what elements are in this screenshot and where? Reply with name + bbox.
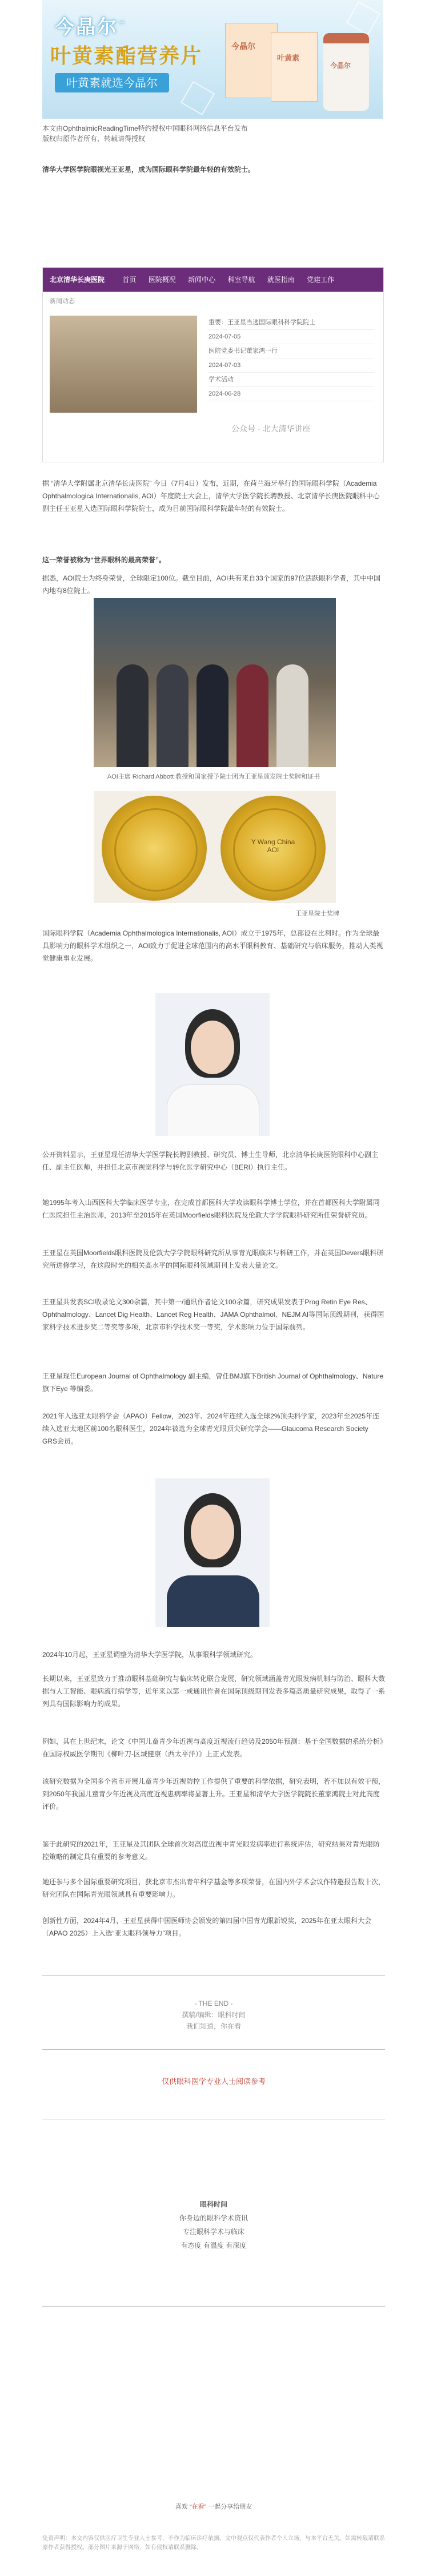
lead-paragraph: 清华大学医学院眼视光王亚星，成为国际眼科学院最年轻的有效院士。: [42, 166, 255, 174]
reading-prefix: 喜欢: [175, 2504, 188, 2510]
signature-block: [42, 1998, 385, 2032]
footer-block: [42, 2198, 385, 2252]
footer-line: 专注眼科学术与临床: [182, 2228, 244, 2236]
list-item: 2024-06-28: [209, 387, 374, 401]
product-banner[interactable]: [42, 0, 383, 119]
paragraph: 她1995年考入山西医科大学临床医学专业，在完成首都医科大学攻读眼科学博士学位，并在首都医科大学附属同仁医院担任主治医师，2013年至2015年在英国Moorfields眼科医院及伦敦大学学院眼科研究所任荣誉研究员。: [42, 1199, 380, 1219]
reading-prompt: [42, 2500, 385, 2514]
product-box-image: 叶黄素: [271, 32, 318, 102]
medal-caption: 王亚星院士奖牌: [295, 910, 339, 917]
banner-product-name: 叶黄素酯营养片: [50, 45, 203, 68]
list-item: 重要：王亚星当选国际眼科科学院院士: [209, 316, 374, 330]
paragraph: 创新性方面，2024年4月，王亚星获得中国医师协会颁发的第四届中国青光眼新锐奖，2025年在亚太眼科大会（APAO 2025）上入选“亚太眼科领导力”项目。: [42, 1917, 372, 1937]
screenshot-nav-item: 首页: [122, 276, 137, 284]
medal-back: [220, 796, 326, 901]
disclaimer: 免责声明：本文内容仅供医疗卫生专业人士参考，不作为临床诊疗依据。文中观点仅代表作者个人立场，与本平台无关。如需转载请联系原作者获得授权。部分图片来源于网络，如有侵权请联系删除。: [42, 2535, 385, 2551]
paragraph: 据悉，AOI院士为终身荣誉，全球限定100位。截至目前，AOI共有来自33个国家的97位活跃眼科学者，其中中国内地有8位院士。: [42, 574, 381, 595]
medal-photo: [94, 791, 336, 903]
medal-front: [102, 796, 207, 901]
person-figure: [157, 664, 189, 767]
footer-line: 有态度 有温度 有深度: [181, 2242, 247, 2250]
screenshot-nav-item: 新闻中心: [188, 276, 216, 284]
banner-slogan: 叶黄素就选今晶尔: [55, 73, 169, 92]
paragraph: 王亚星现任European Journal of Ophthalmology 副主编，曾任BMJ旗下British Journal of Ophthalmology、Nature旗下Eye 等编委。: [42, 1372, 383, 1393]
paragraph: 长期以来，王亚星致力于推动眼科基础研究与临床转化联合发展，研究领域涵盖青光眼发病机制与防治、眼科大数据与人工智能、眼病流行病学等，近年来以第一或通讯作者在国际顶级期刊发表多篇高质量研究成果，取得了一系列具有国际影响力的成果。: [42, 1675, 386, 1708]
list-item: 2024-07-05: [209, 330, 374, 344]
intro-line: 本文由OphthalmicReadingTime特约授权中国眼科网络信息平台发布: [42, 124, 248, 132]
screenshot-nav-item: 科室导航: [227, 276, 255, 284]
highlight-paragraph: 这一荣誉被称为“世界眼科的最高荣誉”。: [42, 556, 166, 564]
intro-line: 版权归原作者所有，转载请得授权: [42, 135, 146, 143]
product-box-image: 今晶尔: [225, 23, 278, 98]
screenshot-nav-item: 医院概况: [148, 276, 176, 284]
paragraph: 该研究数据为全国多个省市开展儿童青少年近视防控工作提供了重要的科学依据，研究表明，若不加以有效干预，到2050年我国儿童青少年近视及高度近视患病率将显著上升。王亚星和清华大学医学院院长董家鸿院士对此高度评价。: [42, 1777, 386, 1811]
screenshot-site-name: 北京清华长庚医院: [50, 276, 105, 284]
divider: [42, 1975, 385, 1976]
screenshot-photo: [50, 316, 197, 413]
audience-note: 仅供眼科医学专业人士阅读参考: [161, 2077, 266, 2086]
paragraph: 王亚星在英国Moorfields眼科医院及伦敦大学学院眼科研究所从事青光眼临床与科研工作，并在英国Devers眼科研究所进修学习，在这段时光的相关高水平的国际眼科领域期刊上发表大量论文。: [42, 1249, 384, 1269]
divider: [42, 2306, 385, 2307]
divider: [42, 2049, 385, 2050]
reading-suffix: 一起分享给朋友: [208, 2504, 252, 2510]
paragraph: 国际眼科学院（Academia Ophthalmologica Internationalis, AOI）成立于1975年，总部设在比利时。作为全球最具影响力的眼科学术组织之一，AOI致力于促进全球范围内的高水平眼科教育、基础研究与临床服务，推动人类视觉健康事业发展。: [42, 929, 383, 962]
screenshot-nav: [43, 268, 383, 292]
person-figure: [197, 664, 228, 767]
person-figure: [117, 664, 149, 767]
hex-decoration: [346, 1, 380, 35]
paragraph: 2024年10月起，王亚星调整为清华大学医学院，从事眼科学领域研究。: [42, 1651, 258, 1659]
award-ceremony-photo: [94, 598, 336, 767]
portrait-photo: [155, 1478, 270, 1627]
paragraph: 公开资料显示，王亚星现任清华大学医学院长聘副教授、研究员、博士生导师，北京清华长庚医院眼科中心副主任、副主任医师，并担任北京市视觉科学与转化医学研究中心（BERI）执行主任。: [42, 1151, 379, 1171]
news-page-screenshot: [42, 267, 384, 462]
footer-line: 你身边的眼科学术资讯: [179, 2214, 248, 2222]
screenshot-news-list: [209, 316, 374, 401]
paragraph: 据 “清华大学附属北京清华长庚医院” 今日（7月4日）发布，近期，在荷兰海牙举行的国际眼科学院（Academia Ophthalmologica Internationalis, AOI）年度院士大会上，清华大学医学院长聘教授、北京清华长庚医院眼科中心副主任王亚星入选国际眼科学院院士，成为目前国际眼科学院最年轻的有效院士。: [42, 479, 380, 513]
paragraph: 2021年入选亚太眼科学会（APAO）Fellow，2023年、2024年连续入选全球2%顶尖科学家，2023年至2025年连续入选亚太地区前100名眼科医生，2024年被选为全球青光眼顶尖研究学会——Glaucoma Research Society GRS会员。: [42, 1412, 379, 1445]
signature-line: - THE END -: [194, 1999, 233, 2007]
screenshot-watermark: 公众号 · 北大清华讲座: [231, 424, 311, 433]
medal-inscription: Y Wang China AOI: [251, 838, 295, 854]
screenshot-nav-item: 党建工作: [307, 276, 335, 284]
person-figure: [276, 664, 308, 767]
paragraph: 她还参与多个国际重要研究项目，获北京市杰出青年科学基金等多项荣誉，在国内外学术会议作特邀报告数十次，研究团队在国际青光眼领域具有重要影响力。: [42, 1878, 386, 1898]
intro-block: [42, 123, 385, 144]
screenshot-nav-item: 就医指南: [267, 276, 295, 284]
banner-brand: 今晶尔™: [55, 16, 127, 39]
photo-caption: AOI主席 Richard Abbott 教授和国家授予院士团为王亚星颁发院士奖牌和证书: [107, 773, 320, 780]
list-item: 医院党委书记董家鸿一行: [209, 344, 374, 358]
footer-line: 眼科时间: [199, 2200, 227, 2208]
portrait-photo: [155, 993, 270, 1136]
paragraph: 王亚星共发表SCI收录论文300余篇，其中第一/通讯作者论文100余篇，研究成果发表于Prog Retin Eye Res、Ophthalmology、Lancet Dig Health、Lancet Reg Health、JAMA Ophthalmol、NEJM AI等国际顶级期刊，获得国家科学技术进步奖二等奖等多项，北京市科学技术奖一等奖，学术影响力位于国际前列。: [42, 1298, 384, 1331]
screenshot-breadcrumb: 新闻动态: [50, 298, 75, 305]
signature-line: 撰稿/编辑：眼科时间: [182, 2011, 246, 2019]
list-item: 学术活动: [209, 373, 374, 387]
hex-decoration: [181, 81, 215, 115]
person-figure: [236, 664, 268, 767]
signature-line: 我们知道，你在看: [186, 2022, 241, 2030]
paragraph: 鉴于此研究的2021年，王亚星及其团队全球首次对高度近视中青光眼发病率进行系统评估，研究结果对青光眼防控策略的制定具有重要的参考意义。: [42, 1840, 380, 1861]
reading-link[interactable]: “在看”: [189, 2504, 207, 2510]
list-item: 2024-07-03: [209, 358, 374, 373]
product-bottle-image: 今晶尔: [323, 33, 369, 111]
paragraph: 例如，其在上世纪末，论文《中国儿童青少年近视与高度近视流行趋势及2050年预测：基于全国数据的系统分析》在国际权威医学期刊《柳叶刀-区域健康（西太平洋）》上正式发表。: [42, 1738, 383, 1758]
